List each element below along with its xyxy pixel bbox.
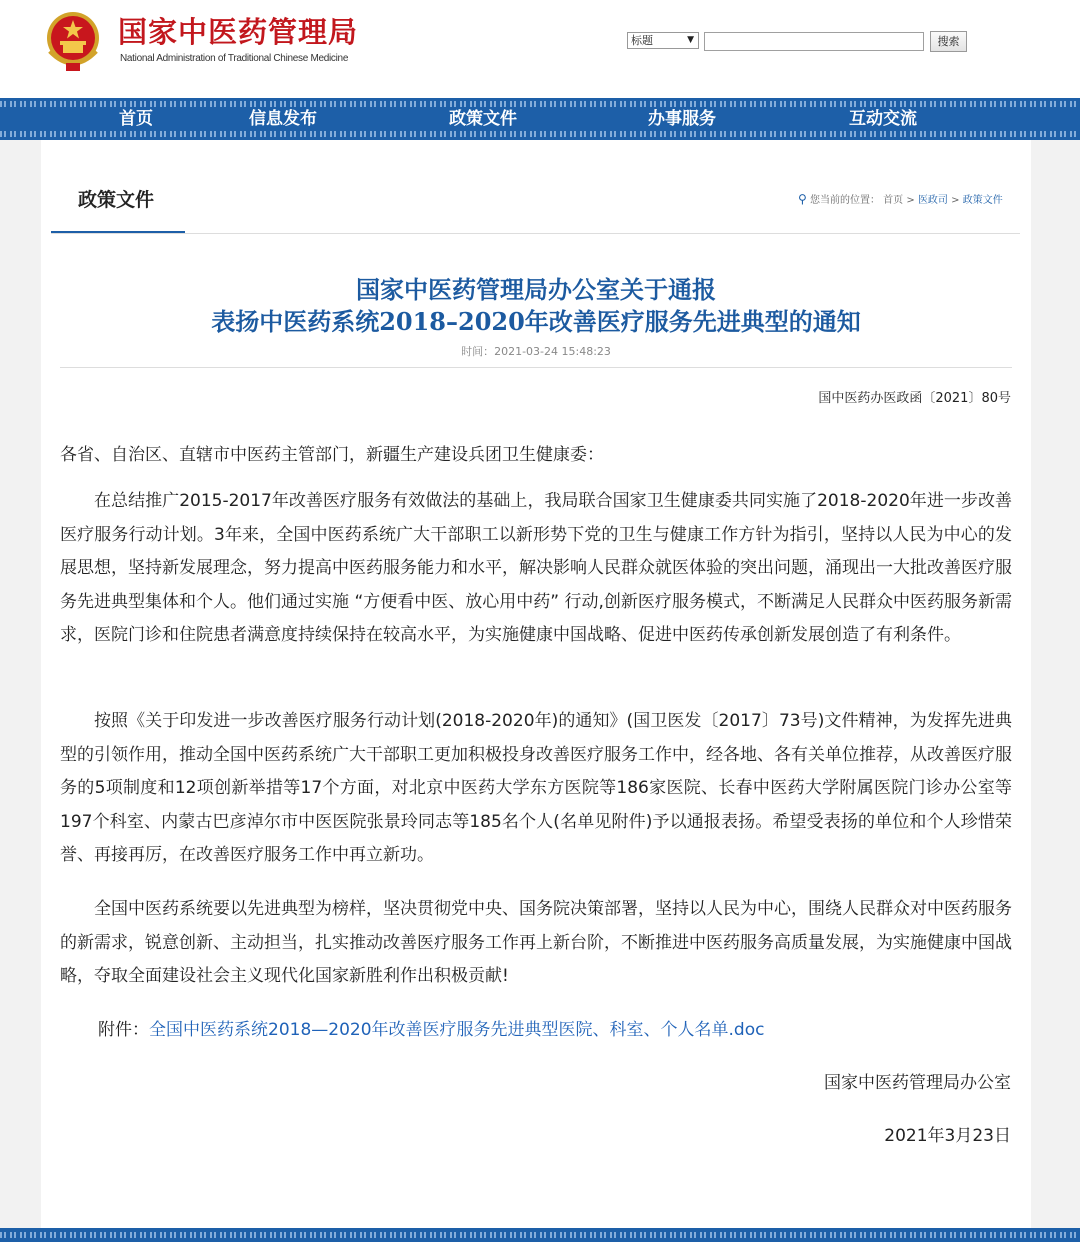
nav-item-policy-documents[interactable]: 政策文件 xyxy=(449,109,517,129)
footer-border-pattern xyxy=(0,1232,1080,1238)
attachment-link[interactable]: 全国中医药系统2018—2020年改善医疗服务先进典型医院、科室、个人名单.doc xyxy=(149,1020,765,1040)
site-name-english: National Administration of Traditional Chinese Medicine xyxy=(120,53,349,64)
article-time: 时间：2021-03-24 15:48:23 xyxy=(461,345,611,358)
chevron-down-icon: ▼ xyxy=(687,35,694,45)
body-paragraph-1: 在总结推广2015-2017年改善医疗服务有效做法的基础上，我局联合国家卫生健康委共同实施了2018-2020年进一步改善医疗服务行动计划。3年来，全国中医药系统广大干部职工以新形势下党的卫生与健康工作方针为指引，坚持以人民为中心的发展思想，坚持新发展理念，努力提高中医药服务能力和水平，解决影响人民群众就医体验的突出问题，涌现出一大批改善医疗服务先进典型集体和个人。他们通过实施 “方便看中医、放心用中药” 行动,创新医疗服务模式，不断满足人民群众中医药服务新需求，医院门诊和住院患者满意度持续保持在较高水平，为实施健康中国战略、促进中医药传承创新发展创造了有利条件。 xyxy=(60,491,1012,645)
title-divider xyxy=(60,367,1012,368)
attachment xyxy=(98,1015,764,1040)
issuer-signature: 国家中医药管理局办公室 xyxy=(824,1073,1011,1093)
breadcrumb-prefix: 您当前的位置： xyxy=(809,195,880,206)
breadcrumb xyxy=(798,191,1003,206)
issue-date: 2021年3月23日 xyxy=(884,1126,1011,1146)
search-button[interactable]: 搜索 xyxy=(930,31,967,52)
national-emblem-icon xyxy=(44,11,102,73)
site-header xyxy=(0,0,1080,98)
footer-band xyxy=(0,1228,1080,1242)
search-input[interactable] xyxy=(704,32,924,51)
site-name: 国家中医药管理局 xyxy=(118,15,359,49)
section-title: 政策文件 xyxy=(78,189,155,211)
nav-border-pattern xyxy=(0,101,1080,107)
body-paragraph-3: 全国中医药系统要以先进典型为榜样，坚决贯彻党中央、国务院决策部署，坚持以人民为中心，围绕人民群众对中医药服务的新需求，锐意创新、主动担当，扎实推动改善医疗服务工作再上新台阶，不断推进中医药服务高质量发展，为实施健康中国战略，夺取全面建设社会主义现代化国家新胜利作出积极贡献! xyxy=(60,899,1012,986)
location-pin-icon: ⚲ xyxy=(798,192,807,206)
article-title-line2: 表扬中医药系统2018–2020年改善医疗服务先进典型的通知 xyxy=(211,307,861,336)
attachment-label: 附件： xyxy=(98,1020,149,1040)
breadcrumb-medical-admin[interactable]: 医政司 xyxy=(917,195,948,206)
breadcrumb-separator: > xyxy=(906,195,915,206)
article-title-line1: 国家中医药管理局办公室关于通报 xyxy=(356,275,716,304)
nav-item-home[interactable]: 首页 xyxy=(119,109,153,129)
nav-item-info-release[interactable]: 信息发布 xyxy=(249,109,317,129)
main-nav xyxy=(0,98,1080,140)
breadcrumb-policy-documents[interactable]: 政策文件 xyxy=(962,195,1003,206)
search-scope-select[interactable] xyxy=(627,32,699,49)
section-divider xyxy=(51,233,1020,234)
nav-item-services[interactable]: 办事服务 xyxy=(648,109,716,129)
nav-item-interaction[interactable]: 互动交流 xyxy=(849,109,917,129)
breadcrumb-separator: > xyxy=(951,195,960,206)
salutation: 各省、自治区、直辖市中医药主管部门，新疆生产建设兵团卫生健康委： xyxy=(60,445,604,465)
document-number: 国中医药办医政函〔2021〕80号 xyxy=(818,391,1011,406)
nav-border-pattern xyxy=(0,131,1080,137)
body-paragraph-2: 按照《关于印发进一步改善医疗服务行动计划(2018-2020年)的通知》(国卫医发〔2017〕73号)文件精神，为发挥先进典型的引领作用，推动全国中医药系统广大干部职工更加积极投身改善医疗服务工作中，经各地、各有关单位推荐，从改善医疗服务的5项制度和12项创新举措等17个方面，对北京中医药大学东方医院等186家医院、长春中医药大学附属医院门诊办公室等197个科室、内蒙古巴彦淖尔市中医医院张景玲同志等185名个人(名单见附件)予以通报表扬。希望受表扬的单位和个人珍惜荣誉、再接再厉，在改善医疗服务工作中再立新功。 xyxy=(60,711,1012,865)
search-scope-value: 标题 xyxy=(631,34,653,47)
breadcrumb-home[interactable]: 首页 xyxy=(883,195,904,206)
